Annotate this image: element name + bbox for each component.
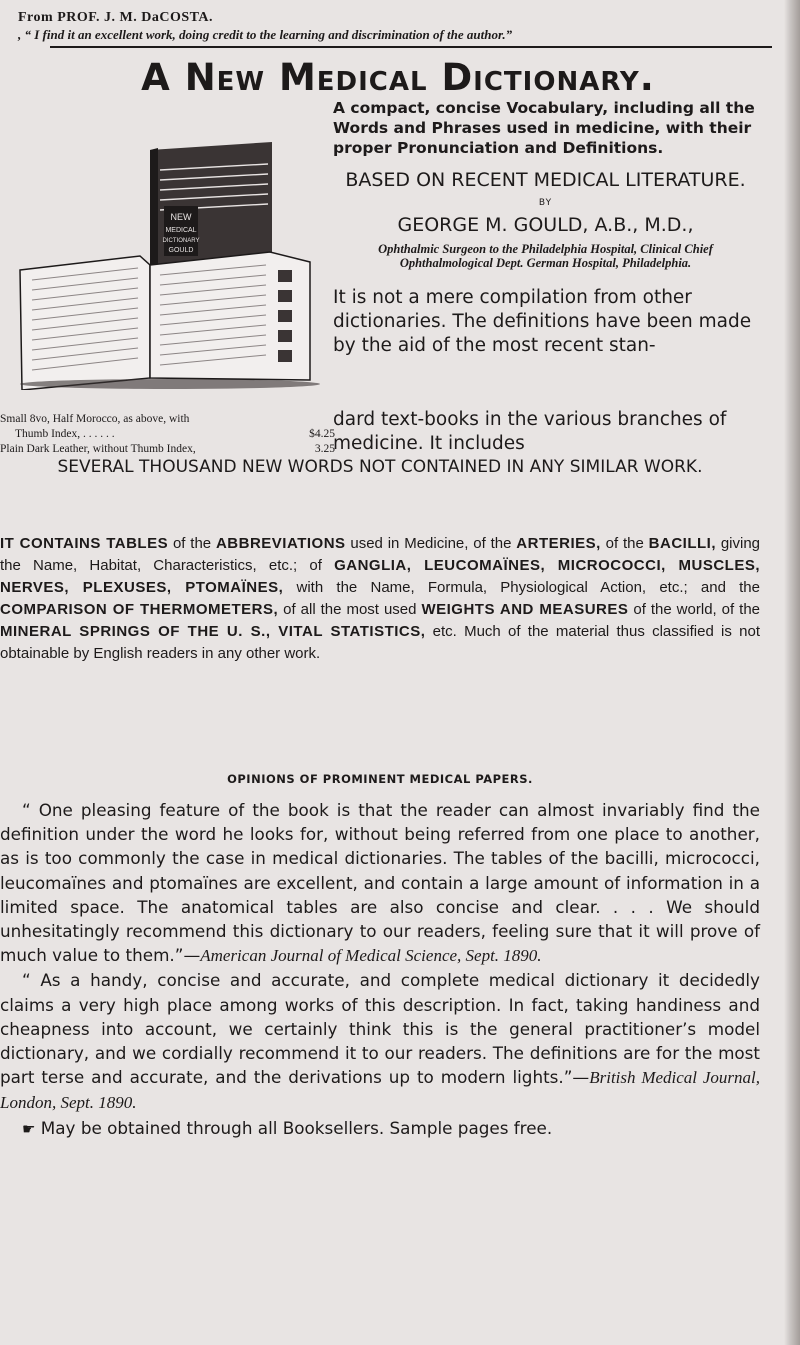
- contains-term: MINERAL SPRINGS OF THE U. S., VITAL STATISTICS,: [0, 623, 426, 640]
- svg-text:NEW: NEW: [170, 212, 192, 222]
- price-value: 3.25: [314, 443, 335, 455]
- author-name: GEORGE M. GOULD, A.B., M.D.,: [397, 214, 694, 236]
- endorsement-quote: , “ I find it an excellent work, doing credit to the learning and discrimination of the author.”: [18, 27, 513, 42]
- price-value: $4.25: [309, 428, 335, 440]
- from-name: PROF. J. M. DaCOSTA.: [57, 10, 214, 25]
- header-rule: [50, 46, 772, 48]
- intro-text: A compact, concise Vocabulary, including all the Words and Phrases used in medicine, with their proper Pronunciation and Definitions.: [333, 99, 755, 157]
- contains-term: WEIGHTS AND MEASURES: [421, 601, 629, 618]
- pointing-hand-icon: ☛: [22, 1119, 36, 1138]
- svg-text:DICTIONARY: DICTIONARY: [162, 238, 200, 244]
- contains-text: of the: [168, 535, 216, 552]
- several-thousand-heading: SEVERAL THOUSAND NEW WORDS NOT CONTAINED IN ANY SIMILAR WORK.: [57, 457, 703, 477]
- review-source: American Journal of Medical Science, Sept. 1890.: [200, 946, 542, 966]
- availability-text: May be obtained through all Booksellers. Sample pages free.: [40, 1117, 553, 1138]
- contains-text: used in Medicine, of the: [345, 535, 517, 552]
- page-edge-shadow: [784, 0, 800, 1345]
- contains-text: with the Name, Formula, Physiological Action, etc.; and the: [283, 579, 760, 596]
- page-title: A New Medical Dictionary.: [141, 56, 655, 99]
- contains-term: ARTERIES,: [516, 535, 601, 552]
- contains-text: giving the Name, Habitat, Characteristics, etc.; of: [0, 535, 761, 574]
- contains-text: etc. Much of the material thus classified is not obtainable by English readers in any other work.: [0, 623, 760, 662]
- review-source: British Medical Journal, London, Sept. 1890.: [0, 1068, 760, 1113]
- contains-paragraph: [0, 533, 760, 665]
- from-line: [18, 10, 778, 26]
- price-label-cont: Thumb Index, . . . . . .: [15, 428, 115, 440]
- compilation-paragraph: It is not a mere compilation from other dictionaries. The definitions have been made by the aid of the most recent stan-: [333, 287, 752, 356]
- compilation-paragraph-end: dard text-books in the various branches of medicine. It includes: [333, 409, 727, 454]
- price-row-half-morocco: [0, 412, 335, 442]
- review-american-journal: [0, 798, 760, 968]
- review-text: “ One pleasing feature of the book is that the reader can almost invariably find the definition under the word he looks for, without being referred from one place to another, as is too commonly the case in medical dictionaries. The tables of the bacilli, micrococci, leucomaïnes and ptomaïnes are excellent, and contain a large amount of information in a limited space. The anatomical tables are also concise and clear. . . . We should unhesitatingly recommend this dictionary to our readers, feeling sure that it will prove of much value to them.”—: [0, 800, 760, 966]
- contains-text: of all the most used: [278, 601, 422, 618]
- review-text: “ As a handy, concise and accurate, and complete medical dictionary it decidedly claims a very high place among works of this description. In fact, taking handiness and cheapness into account, we certainly think this is the general practitioner’s model dictionary, and we cordially recommend it to our readers. The definitions are for the most part terse and accurate, and the derivations up to modern lights.”—: [0, 970, 760, 1088]
- review-british-journal: [0, 968, 760, 1115]
- author-affiliation: Ophthalmic Surgeon to the Philadelphia Hospital, Clinical Chief Ophthalmological Dept. German Hospital, Philadelphia.: [378, 242, 713, 270]
- contains-term: BACILLI,: [648, 535, 716, 552]
- availability-line: [0, 1116, 760, 1141]
- contains-text: of the world, of the: [628, 601, 761, 618]
- by-label: BY: [538, 198, 553, 208]
- opinions-heading: OPINIONS OF PROMINENT MEDICAL PAPERS.: [227, 772, 533, 786]
- price-list: [0, 412, 335, 457]
- contains-term: GANGLIA, LEUCOMAÏNES, MICROCOCCI, MUSCLES, NERVES, PLEXUSES, PTOMAÏNES,: [0, 557, 760, 596]
- contains-term: COMPARISON OF THERMOMETERS,: [0, 601, 279, 618]
- description-column: [333, 98, 758, 358]
- reviews-section: [0, 798, 760, 1141]
- from-prefix: From: [18, 10, 54, 25]
- advertisement-page: [18, 10, 778, 100]
- contains-heading: IT CONTAINS TABLES: [0, 535, 169, 552]
- based-on-heading: BASED ON RECENT MEDICAL LITERATURE.: [345, 169, 746, 191]
- price-label: Plain Dark Leather, without Thumb Index,: [0, 443, 196, 455]
- book-illustration: [10, 140, 330, 390]
- svg-text:GOULD: GOULD: [168, 247, 194, 254]
- contains-text: of the: [600, 535, 649, 552]
- price-row-plain-leather: [0, 442, 335, 457]
- svg-text:MEDICAL: MEDICAL: [165, 227, 197, 234]
- price-label: Small 8vo, Half Morocco, as above, with: [0, 413, 190, 425]
- contains-term: ABBREVIATIONS: [215, 535, 346, 552]
